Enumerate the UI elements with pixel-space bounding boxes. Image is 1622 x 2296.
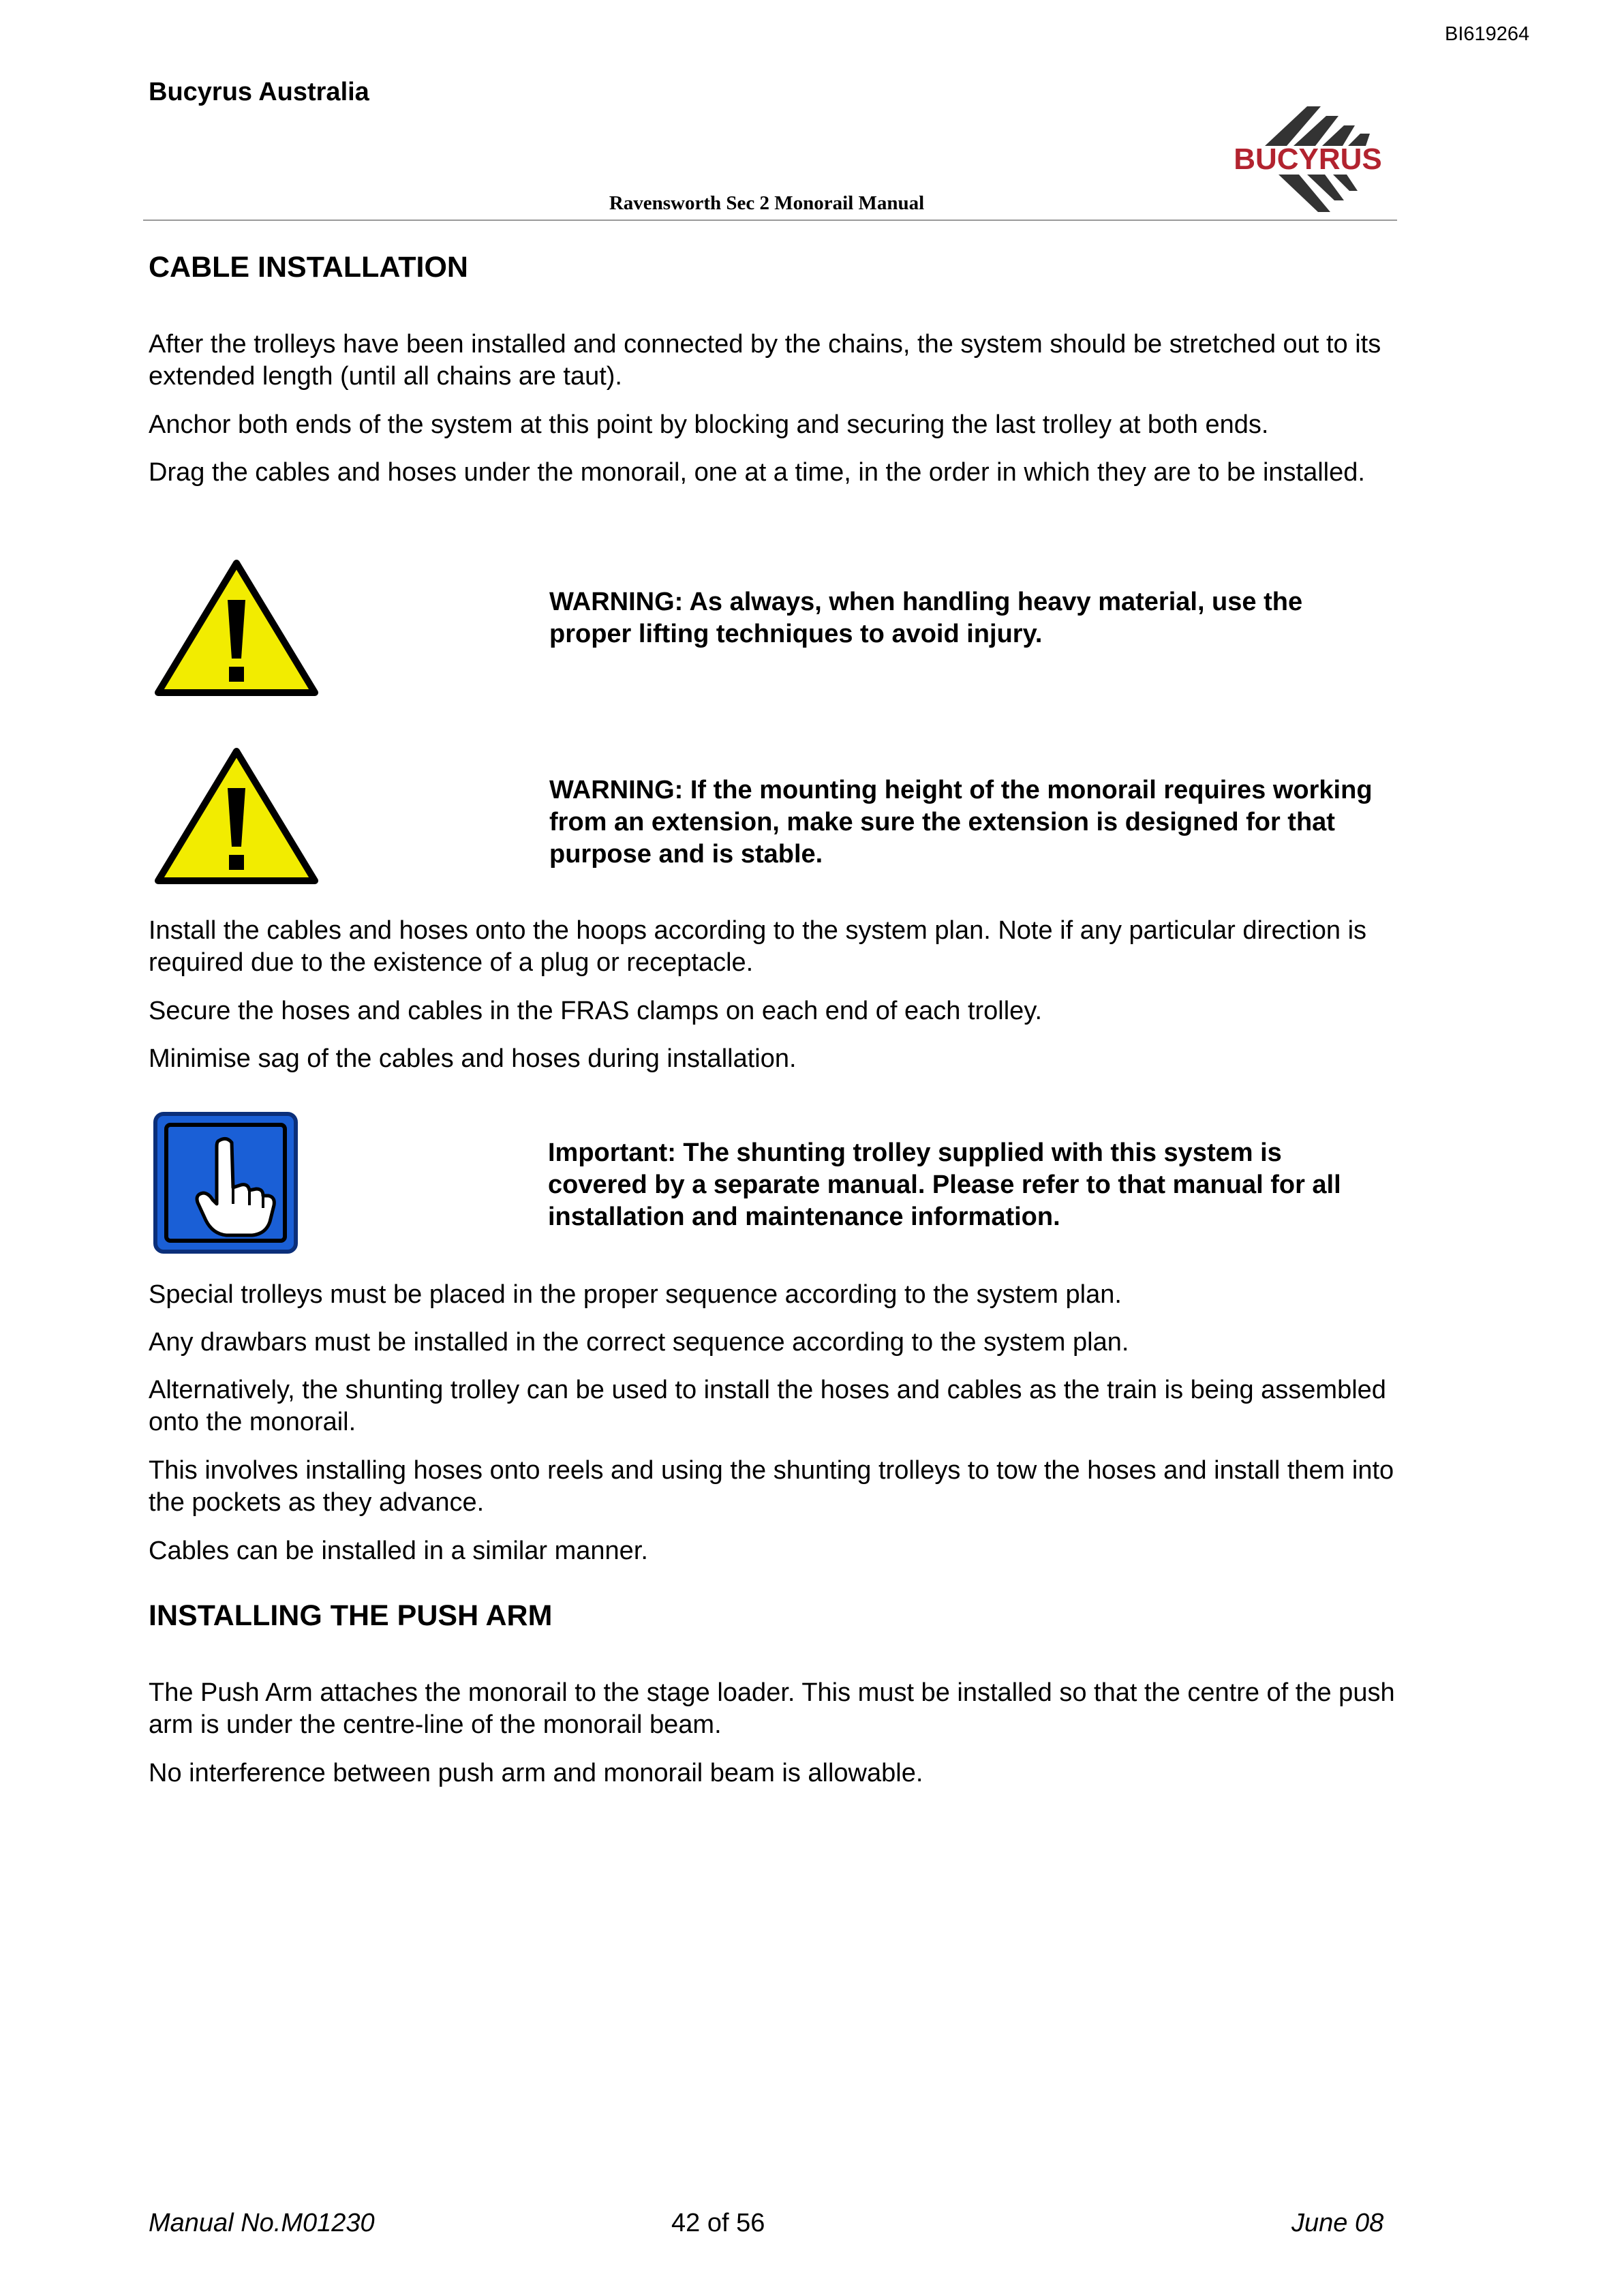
paragraph-special-trolleys: Special trolleys must be placed in the proper sequence according to the system plan.: [149, 1280, 1122, 1309]
footer-manual-number: Manual No.M01230: [149, 2209, 375, 2237]
paragraph-minimise-sag: Minimise sag of the cables and hoses during installation.: [149, 1044, 797, 1073]
paragraph-cables-similar: Cables can be installed in a similar manner.: [149, 1537, 648, 1565]
paragraph-fras-clamps: Secure the hoses and cables in the FRAS clamps on each end of each trolley.: [149, 997, 1043, 1025]
footer-page-number: 42 of 56: [671, 2209, 765, 2237]
warning-triangle-icon: [151, 558, 322, 701]
pointing-hand-icon: [153, 1111, 299, 1254]
paragraph-push-arm: The Push Arm attaches the monorail to the stage loader. This must be installed so that the centre of the push arm is under the centre-line of the monorail beam.: [149, 1678, 1395, 1739]
section-heading-cable-installation: CABLE INSTALLATION: [149, 251, 468, 284]
paragraph-drawbars: Any drawbars must be installed in the correct sequence according to the system plan.: [149, 1328, 1129, 1357]
paragraph-stretch-system: After the trolleys have been installed and connected by the chains, the system should be stretched out to its extended length (until all chains are taut).: [149, 330, 1381, 391]
company-name: Bucyrus Australia: [149, 78, 369, 106]
paragraph-anchor-ends: Anchor both ends of the system at this point by blocking and securing the last trolley at both ends.: [149, 410, 1269, 439]
document-id: BI619264: [1445, 23, 1530, 45]
header-divider: [143, 220, 1397, 221]
manual-title: Ravensworth Sec 2 Monorail Manual: [609, 192, 925, 214]
important-note: Important: The shunting trolley supplied with this system is covered by a separate manual. Please refer to that manual for all installation and maintenance information.: [548, 1138, 1341, 1231]
paragraph-reels: This involves installing hoses onto reels and using the shunting trolleys to tow the hoses and install them into the pockets as they advance.: [149, 1456, 1394, 1517]
paragraph-drag-cables: Drag the cables and hoses under the monorail, one at a time, in the order in which they are to be installed.: [149, 458, 1365, 487]
paragraph-install-hoops: Install the cables and hoses onto the hoops according to the system plan. Note if any particular direction is required due to the existence of a plug or receptacle.: [149, 916, 1367, 977]
section-heading-push-arm: INSTALLING THE PUSH ARM: [149, 1599, 553, 1632]
warning-extension: WARNING: If the mounting height of the monorail requires working from an extension, make sure the extension is designed for that purpose and is stable.: [549, 776, 1373, 868]
paragraph-no-interference: No interference between push arm and monorail beam is allowable.: [149, 1759, 923, 1787]
warning-lifting: WARNING: As always, when handling heavy material, use the proper lifting techniques to avoid injury.: [549, 588, 1303, 648]
logo-text: BUCYRUS: [1234, 142, 1382, 176]
paragraph-shunting-alternative: Alternatively, the shunting trolley can be used to install the hoses and cables as the train is being assembled onto the monorail.: [149, 1376, 1386, 1436]
warning-triangle-icon: [151, 746, 322, 889]
footer-date: June 08: [1291, 2209, 1384, 2237]
